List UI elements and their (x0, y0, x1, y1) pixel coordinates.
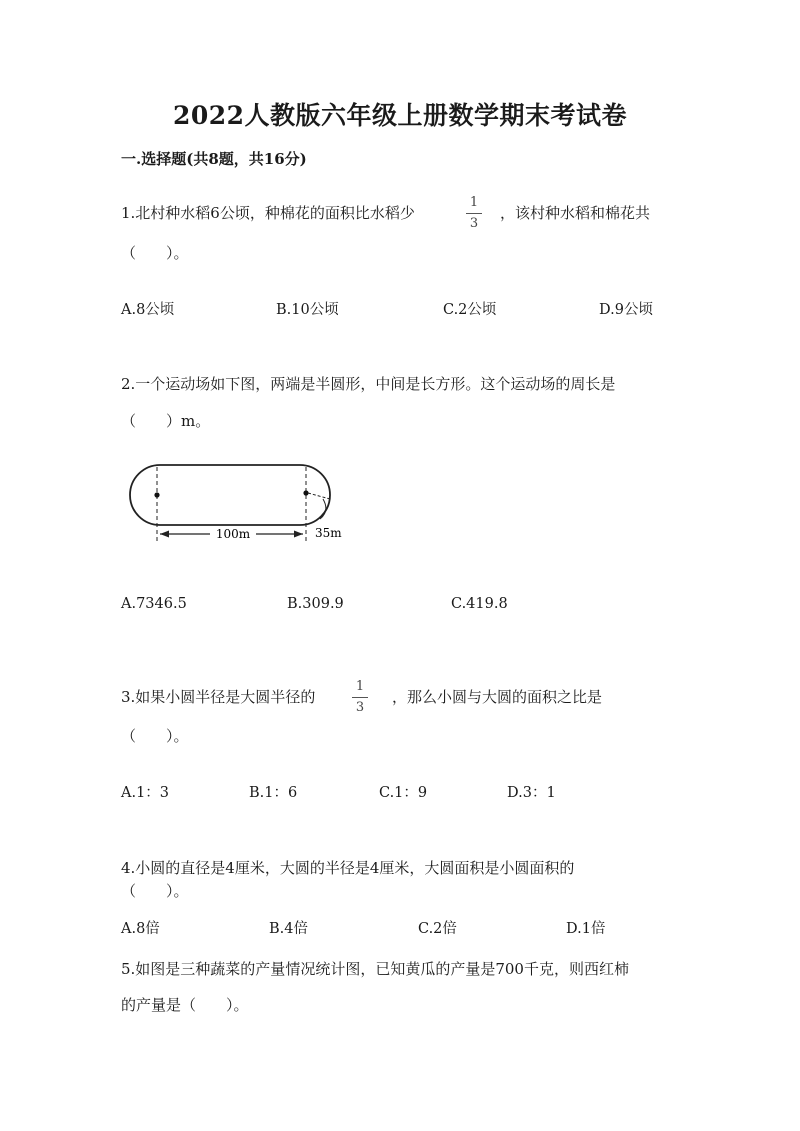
q2-option-c[interactable]: C.419.8 (451, 596, 508, 612)
q4-answer-blank: （ ）。 (121, 882, 189, 900)
q5-stem: 5.如图是三种蔬菜的产量情况统计图，已知黄瓜的产量是700千克，则西红柿 (121, 960, 629, 978)
q4-option-a[interactable]: A.8倍 (121, 921, 160, 937)
q2-option-b[interactable]: B.309.9 (287, 596, 344, 612)
q3-fraction (352, 680, 368, 715)
q2-option-a[interactable]: A.7346.5 (121, 596, 187, 612)
q3-stem-part2: ，那么小圆与大圆的面积之比是 (392, 688, 603, 706)
dimension-arrow-right (294, 531, 303, 538)
q1-option-a[interactable]: A.8公顷 (121, 302, 175, 318)
q2-answer-blank: （ ）m。 (121, 412, 211, 430)
q3-option-c[interactable]: C.1：9 (379, 785, 428, 801)
fraction-bar (352, 697, 368, 698)
q3-fraction-numerator: 1 (355, 679, 365, 694)
radius-line (308, 493, 330, 499)
q5-answer-blank: 的产量是（ ）。 (121, 996, 249, 1014)
page-title: 2022人教版六年级上册数学期末考试卷 (172, 101, 628, 130)
radius-label: 35m (315, 526, 342, 540)
q1-answer-blank: （ ）。 (121, 244, 189, 262)
q3-fraction-denominator: 3 (355, 700, 365, 715)
q4-option-c[interactable]: C.2倍 (418, 921, 457, 937)
section-heading: 一.选择题(共8题，共16分) (121, 150, 307, 168)
q3-answer-blank: （ ）。 (121, 727, 189, 745)
q4-option-d[interactable]: D.1倍 (566, 921, 606, 937)
left-center-dot (154, 492, 159, 497)
q3-option-d[interactable]: D.3：1 (507, 785, 556, 801)
track-outline (130, 465, 330, 525)
q1-fraction (466, 196, 482, 231)
q1-stem-part1: 1.北村种水稻6公顷，种棉花的面积比水稻少 (121, 204, 415, 222)
q2-stem: 2.一个运动场如下图，两端是半圆形，中间是长方形。这个运动场的周长是 (121, 375, 616, 393)
q1-option-b[interactable]: B.10公顷 (276, 302, 339, 318)
q3-stem-part1: 3.如果小圆半径是大圆半径的 (121, 688, 316, 706)
q4-stem: 4.小圆的直径是4厘米，大圆的半径是4厘米，大圆面积是小圆面积的 (121, 859, 575, 877)
q4-option-b[interactable]: B.4倍 (269, 921, 308, 937)
length-label: 100m (215, 527, 251, 541)
q3-option-a[interactable]: A.1：3 (121, 785, 170, 801)
q1-fraction-numerator: 1 (469, 195, 479, 210)
q1-fraction-denominator: 3 (469, 216, 479, 231)
dimension-arrow-left (160, 531, 169, 538)
q2-track-figure (120, 455, 360, 555)
right-center-dot (303, 490, 308, 495)
q1-option-c[interactable]: C.2公顷 (443, 302, 497, 318)
q3-option-b[interactable]: B.1：6 (249, 785, 298, 801)
q1-stem-part2: ，该村种水稻和棉花共 (500, 204, 651, 222)
fraction-bar (466, 213, 482, 214)
q1-option-d[interactable]: D.9公顷 (599, 302, 653, 318)
